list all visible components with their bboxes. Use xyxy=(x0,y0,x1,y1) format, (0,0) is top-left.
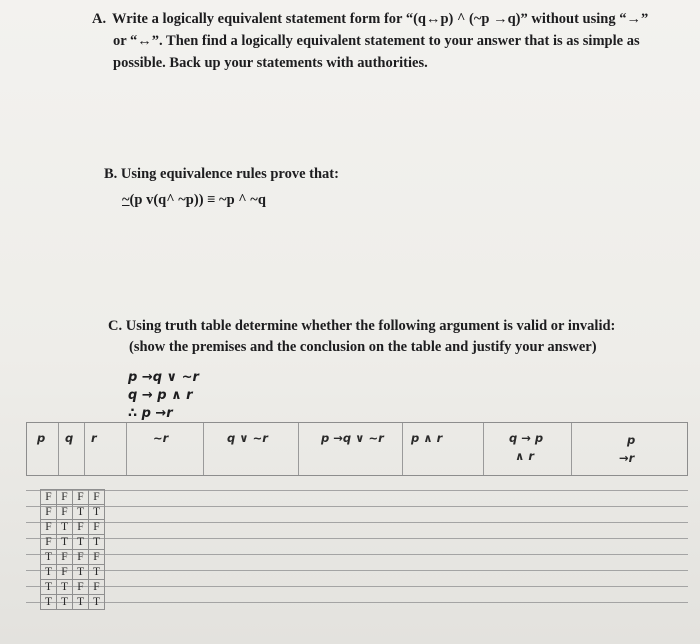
table-rule xyxy=(26,490,688,491)
table-rule xyxy=(26,586,688,587)
col-divider xyxy=(84,423,85,475)
cell: F xyxy=(57,550,73,565)
table-row xyxy=(41,580,105,595)
cell: F xyxy=(73,550,89,565)
table-row xyxy=(41,595,105,610)
cell: T xyxy=(89,595,105,610)
table-row xyxy=(41,505,105,520)
question-a-line-2: or “↔”. Then find a logically equivalent statement to your answer that is as simple as xyxy=(113,33,640,49)
question-a-label: A. xyxy=(92,11,107,27)
cell: T xyxy=(57,595,73,610)
cell: T xyxy=(41,595,57,610)
cell: T xyxy=(73,595,89,610)
table-row xyxy=(41,565,105,580)
header-q: q xyxy=(65,431,74,445)
question-c-line-1: Using truth table determine whether the following argument is valid or invalid: xyxy=(125,318,616,334)
cell: F xyxy=(89,580,105,595)
table-rule xyxy=(26,602,688,603)
conclusion: ∴ p →r xyxy=(128,406,173,421)
col-divider xyxy=(126,423,127,475)
table-row xyxy=(41,535,105,550)
truth-table-header xyxy=(26,422,688,476)
table-row xyxy=(41,550,105,565)
question-b xyxy=(104,166,339,183)
header-q-or-not-r: q ∨ ~r xyxy=(227,431,268,445)
cell: T xyxy=(73,565,89,580)
header-q-implies-p: q → p xyxy=(509,431,544,445)
cell: T xyxy=(41,550,57,565)
header-not-r: ~r xyxy=(153,431,169,445)
cell: F xyxy=(73,490,89,505)
question-b-equation xyxy=(122,192,266,209)
header-conclusion-implies-r: →r xyxy=(619,451,635,465)
header-and-r: ∧ r xyxy=(515,449,535,463)
question-a-line-3: possible. Back up your statements with authorities. xyxy=(113,55,428,71)
header-premise-1: p →q ∨ ~r xyxy=(321,431,384,445)
col-divider xyxy=(483,423,484,475)
cell: T xyxy=(57,520,73,535)
cell: F xyxy=(57,490,73,505)
cell: T xyxy=(57,535,73,550)
cell: T xyxy=(89,505,105,520)
cell: T xyxy=(89,565,105,580)
table-rule xyxy=(26,522,688,523)
col-divider xyxy=(298,423,299,475)
col-divider xyxy=(571,423,572,475)
cell: F xyxy=(89,520,105,535)
table-row xyxy=(41,490,105,505)
cell: T xyxy=(41,565,57,580)
premise-1: p →q ∨ ~r xyxy=(128,370,199,385)
question-c xyxy=(108,316,668,358)
equation-negation: ~ xyxy=(122,192,130,208)
cell: F xyxy=(41,535,57,550)
col-divider xyxy=(203,423,204,475)
cell: F xyxy=(89,550,105,565)
table-rule xyxy=(26,554,688,555)
cell: F xyxy=(41,490,57,505)
header-conclusion-p: p xyxy=(627,433,636,447)
cell: F xyxy=(89,490,105,505)
header-r: r xyxy=(91,431,97,445)
cell: T xyxy=(41,580,57,595)
cell: F xyxy=(57,565,73,580)
question-a xyxy=(92,8,682,74)
premise-2: q → p ∧ r xyxy=(128,388,193,403)
cell: F xyxy=(73,520,89,535)
equation-body: (p v(q^ ~p)) ≡ ~p ^ ~q xyxy=(129,192,266,208)
cell: F xyxy=(41,520,57,535)
question-a-line-1: Write a logically equivalent statement form for “(q↔p) ^ (~p →q)” without using “→” xyxy=(112,11,649,27)
cell: F xyxy=(41,505,57,520)
header-p: p xyxy=(37,431,46,445)
question-c-label: C. xyxy=(108,318,123,334)
cell: T xyxy=(73,535,89,550)
table-rule xyxy=(26,570,688,571)
table-rule xyxy=(26,506,688,507)
cell: F xyxy=(73,580,89,595)
question-b-label: B. xyxy=(104,166,118,182)
cell: F xyxy=(57,505,73,520)
col-divider xyxy=(58,423,59,475)
question-c-line-2: (show the premises and the conclusion on the table and justify your answer) xyxy=(129,339,597,355)
truth-values-grid xyxy=(40,489,105,610)
table-rule xyxy=(26,538,688,539)
cell: T xyxy=(89,535,105,550)
col-divider xyxy=(402,423,403,475)
table-row xyxy=(41,520,105,535)
header-p-and-r: p ∧ r xyxy=(411,431,443,445)
cell: T xyxy=(73,505,89,520)
question-b-text: Using equivalence rules prove that: xyxy=(120,166,339,182)
cell: T xyxy=(57,580,73,595)
